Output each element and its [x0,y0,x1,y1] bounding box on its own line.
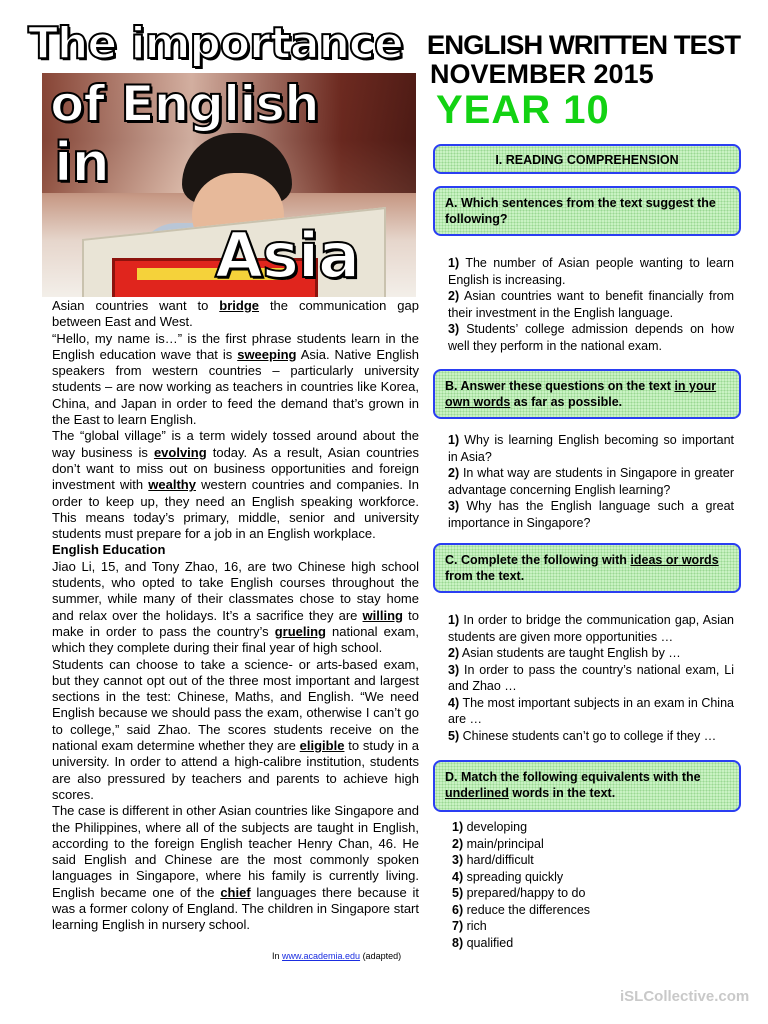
title-line-4: Asia [215,219,359,292]
title-line-2: of English [50,75,319,133]
list-item: 3) hard/difficult [452,853,534,867]
list-item: 2) In what way are students in Singapore in greater advantage concerning English learning? [448,466,734,497]
article-paragraph: Students can choose to take a science- or arts-based exam, but they cannot opt out of the three most important and largest sections in the test: Chinese, Maths, and English. “We need English because we should pass the exam, otherwise I can’t go to college,” said Zhao. The scores students receive on the national exam determine whether they are eligible to study in a university. In order to attend a high-calibre institution, students are also pressured by teachers and parents to achieve high scores. [52,656,419,802]
list-item: 4) spreading quickly [452,869,564,884]
test-title: ENGLISH WRITTEN TEST [426,30,741,60]
section-b-list [448,432,734,531]
section-b-heading: B. Answer these questions on the text in your own words as far as possible. [433,369,741,419]
list-item: 1) developing [452,820,528,834]
list-item: 4) The most important subjects in an exam in China are … [448,695,734,726]
list-item: 5) prepared/happy to do [452,886,586,900]
list-item: 1) In order to bridge the communication gap, Asian students are given more opportunities … [448,613,734,644]
article-paragraph: The “global village” is a term widely tossed around about the way business is evolving today. As a result, Asian countries don’t want to miss out on business opportunities and foreign investment with wealthy western countries and companies. In order to keep up, they need an English speaking workforce. This means today’s primary, middle, senior and university students must prepare for a job in an English workplace. [52,428,419,542]
article-paragraph: “Hello, my name is…” is the first phrase students learn in the English education wave that is sweeping Asia. Native English speakers from western countries – particularly university students – are now working as teachers in countries like Korea, China, and Japan in order to feed the demand that’s grown in the East to learn English. [52,330,419,428]
list-item: 1) Why is learning English becoming so important in Asia? [448,433,734,464]
list-item: 3) Why has the English language such a great importance in Singapore? [448,499,734,530]
test-year: YEAR 10 [436,88,610,132]
list-item: 6) reduce the differences [452,902,591,917]
article-paragraph: Asian countries want to bridge the communication gap between East and West. [52,298,419,330]
watermark: iSLCollective.com [620,988,750,1005]
keyword: wealthy [148,477,196,493]
keyword: bridge [219,298,260,313]
keyword: grueling [274,623,326,639]
article-paragraph: Jiao Li, 15, and Tony Zhao, 16, are two Chinese high school students, who opted to take English courses throughout the summer, while many of their classmates chose to stay home and relax over the holidays. It’s a sacrifice they are willing to make in order to pass the country’s grueling national exam, which they complete during their final year of high school. [52,558,419,656]
keyword: chief [220,884,251,900]
list-item: 7) rich [452,919,487,933]
title-line-1: The importance [28,18,403,69]
title-line-3: in [54,131,109,194]
list-item: 3) In order to pass the country’s national exam, Li and Zhao … [448,662,734,693]
section-c-list [448,612,734,744]
list-item: 5) Chinese students can’t go to college if they … [448,728,717,743]
list-item: 1) The number of Asian people wanting to learn English is increasing. [448,256,734,287]
section-d-heading: D. Match the following equivalents with the underlined words in the text. [433,760,741,812]
keyword: evolving [153,444,207,460]
list-item: 2) Asian students are taught English by … [448,646,681,660]
keyword: eligible [299,738,345,754]
keyword: willing [362,607,403,623]
keyword: sweeping [237,346,297,362]
article-text [52,298,419,934]
test-date: NOVEMBER 2015 [430,59,654,89]
source-credit: In www.academia.edu (adapted) [272,951,402,961]
section-a-heading: A. Which sentences from the text suggest the following? [433,186,741,236]
list-item: 3) Students’ college admission depends on how well they perform in the national exam. [448,322,734,353]
article-paragraph: The case is different in other Asian countries like Singapore and the Philippines, where all of the subjects are taught in English, according to the foreign English teacher Henry Chan, 46. He said English and Chinese are the most commonly spoken languages in Singapore, where his family is currently living. English became one of the chief languages there because it was a former colony of England. The children in Singapore start learning English in nursery school. [52,803,419,933]
section-a-list [448,255,734,354]
section-title-box: I. READING COMPREHENSION [433,144,741,174]
list-item: 2) main/principal [452,836,544,851]
list-item: 8) qualified [452,935,514,950]
section-c-heading: C. Complete the following with ideas or words from the text. [433,543,741,593]
article-subheading: English Education [52,542,166,558]
source-link[interactable]: www.academia.edu [282,951,361,961]
section-d-list [452,819,590,951]
list-item: 2) Asian countries want to benefit financially from their investment in the English language. [448,289,734,320]
